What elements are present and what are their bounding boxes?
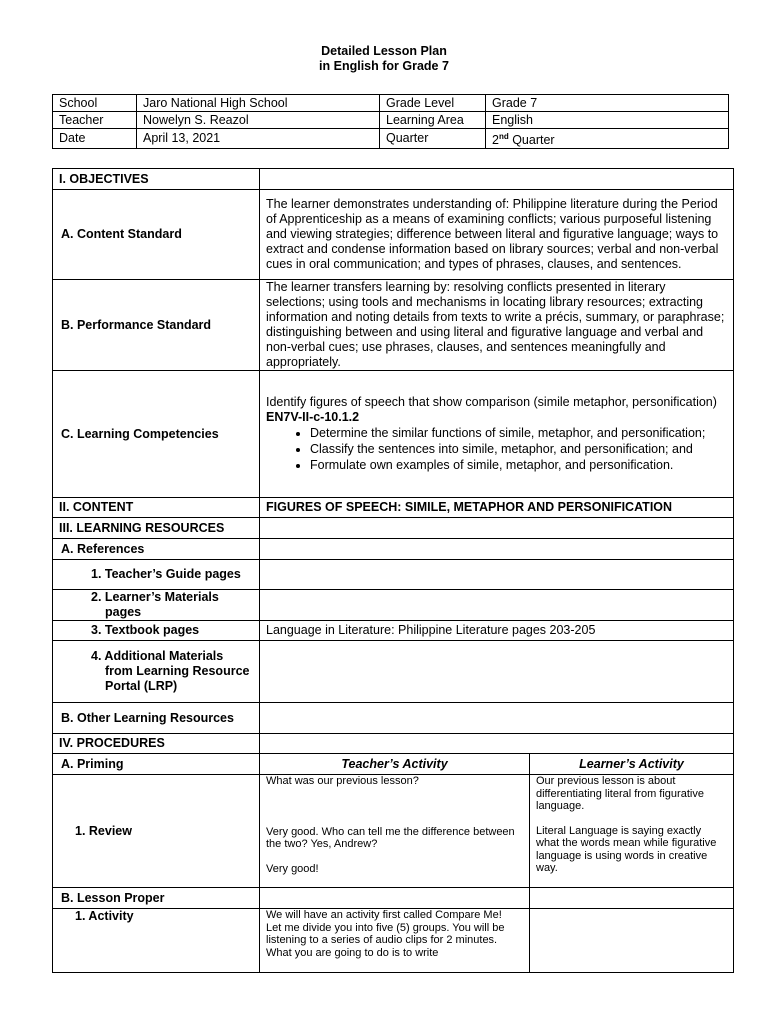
lesson-plan-table [52, 168, 734, 973]
learning-competencies-cell [260, 371, 734, 498]
lesson-proper-learner-empty [530, 888, 734, 909]
content-standard-text: The learner demonstrates understanding of: Philippine literature during the Period of Apprenticeship as a means of examining conflicts; various purposeful listening and viewing strategies; difference between literal and figurative language; ways to extract and condense information based on library sources; verbal and non-verbal cues in oral communication; and types of phrases, clauses, and sentences. [260, 190, 734, 280]
date-label: Date [53, 129, 137, 149]
competency-intro: Identify figures of speech that show comparison (simile metaphor, personification) [266, 394, 717, 409]
additional-materials-empty-cell [260, 641, 734, 703]
activity-label: 1. Activity [53, 909, 260, 973]
learning-area-label: Learning Area [380, 112, 486, 129]
review-teacher-cell [260, 775, 530, 888]
references-empty-cell [260, 539, 734, 560]
performance-standard-label: B. Performance Standard [53, 280, 260, 371]
competency-item: • Determine the similar functions of simile, metaphor, and personification; [310, 426, 727, 441]
learners-materials-empty-cell [260, 590, 734, 621]
document-title [0, 44, 768, 74]
textbook-pages-value: Language in Literature: Philippine Literature pages 203-205 [260, 621, 734, 641]
activity-teacher-cell [260, 909, 530, 973]
date-value: April 13, 2021 [137, 129, 380, 149]
performance-standard-text: The learner transfers learning by: resolving conflicts presented in literary selections; using tools and mechanisms in locating library resources; extracting information and noting details from texts to write a précis, summary, or paraphrase; distinguishing between and using literal and figurative language and verbal and non-verbal cues; use phrases, clauses, and sentences meaningfully and appropriately. [260, 280, 734, 371]
grade-level-label: Grade Level [380, 95, 486, 112]
school-label: School [53, 95, 137, 112]
activity-teacher-line: Let me divide you into five (5) groups. You will be listening to a series of audio clips for 2 minutes. What you are going to do is to write [266, 921, 505, 959]
teacher-value: Nowelyn S. Reazol [137, 112, 380, 129]
review-learner-cell [530, 775, 734, 888]
learning-resources-heading: III. LEARNING RESOURCES [53, 518, 260, 539]
content-standard-label: A. Content Standard [53, 190, 260, 280]
additional-materials-label: 4. Additional Materials from Learning Resource Portal (LRP) [53, 641, 260, 703]
school-value: Jaro National High School [137, 95, 380, 112]
review-label: 1. Review [53, 775, 260, 888]
other-resources-empty-cell [260, 703, 734, 734]
learning-competencies-label: C. Learning Competencies [53, 371, 260, 498]
activity-learner-empty [530, 909, 734, 973]
quarter-label: Quarter [380, 129, 486, 149]
teachers-activity-header: Teacher’s Activity [260, 754, 530, 775]
teachers-guide-label: 1. Teacher’s Guide pages [53, 560, 260, 590]
lesson-proper-label: B. Lesson Proper [53, 888, 260, 909]
learning-resources-empty-cell [260, 518, 734, 539]
competency-code: EN7V-II-c-10.1.2 [266, 409, 360, 424]
references-label: A. References [53, 539, 260, 560]
other-resources-label: B. Other Learning Resources [53, 703, 260, 734]
review-teacher-line: What was our previous lesson? [266, 775, 419, 787]
objectives-empty-cell [260, 169, 734, 190]
learning-area-value: English [486, 112, 729, 129]
competency-item: • Formulate own examples of simile, metaphor, and personification. [310, 458, 727, 473]
teachers-guide-empty-cell [260, 560, 734, 590]
competency-list [266, 426, 727, 473]
grade-level-value: Grade 7 [486, 95, 729, 112]
review-teacher-line: Very good. Who can tell me the difference between the two? Yes, Andrew? [266, 825, 515, 850]
objectives-heading: I. OBJECTIVES [53, 169, 260, 190]
procedures-empty-cell [260, 734, 734, 754]
priming-label: A. Priming [53, 754, 260, 775]
quarter-superscript: nd [498, 132, 509, 141]
activity-teacher-line: We will have an activity first called Compare Me! [266, 909, 502, 921]
quarter-number: 2 [492, 133, 499, 148]
review-learner-line: Our previous lesson is about differentiating literal from figurative language. [536, 775, 704, 812]
info-table [52, 94, 729, 149]
quarter-value [486, 129, 729, 149]
learners-activity-header: Learner’s Activity [530, 754, 734, 775]
teacher-label: Teacher [53, 112, 137, 129]
title-line-2: in English for Grade 7 [319, 59, 449, 73]
textbook-pages-label: 3. Textbook pages [53, 621, 260, 641]
content-value: FIGURES OF SPEECH: SIMILE, METAPHOR AND PERSONIFICATION [260, 498, 734, 518]
title-line-1: Detailed Lesson Plan [321, 44, 447, 58]
content-heading: II. CONTENT [53, 498, 260, 518]
competency-item: • Classify the sentences into simile, metaphor, and personification; and [310, 442, 727, 457]
procedures-heading: IV. PROCEDURES [53, 734, 260, 754]
quarter-word: Quarter [508, 133, 555, 148]
learners-materials-label: 2. Learner’s Materials pages [53, 590, 260, 621]
review-teacher-line: Very good! [266, 862, 319, 875]
review-learner-line: Literal Language is saying exactly what the words mean while figurative language is using words in creative way. [536, 824, 717, 874]
lesson-proper-teacher-empty [260, 888, 530, 909]
